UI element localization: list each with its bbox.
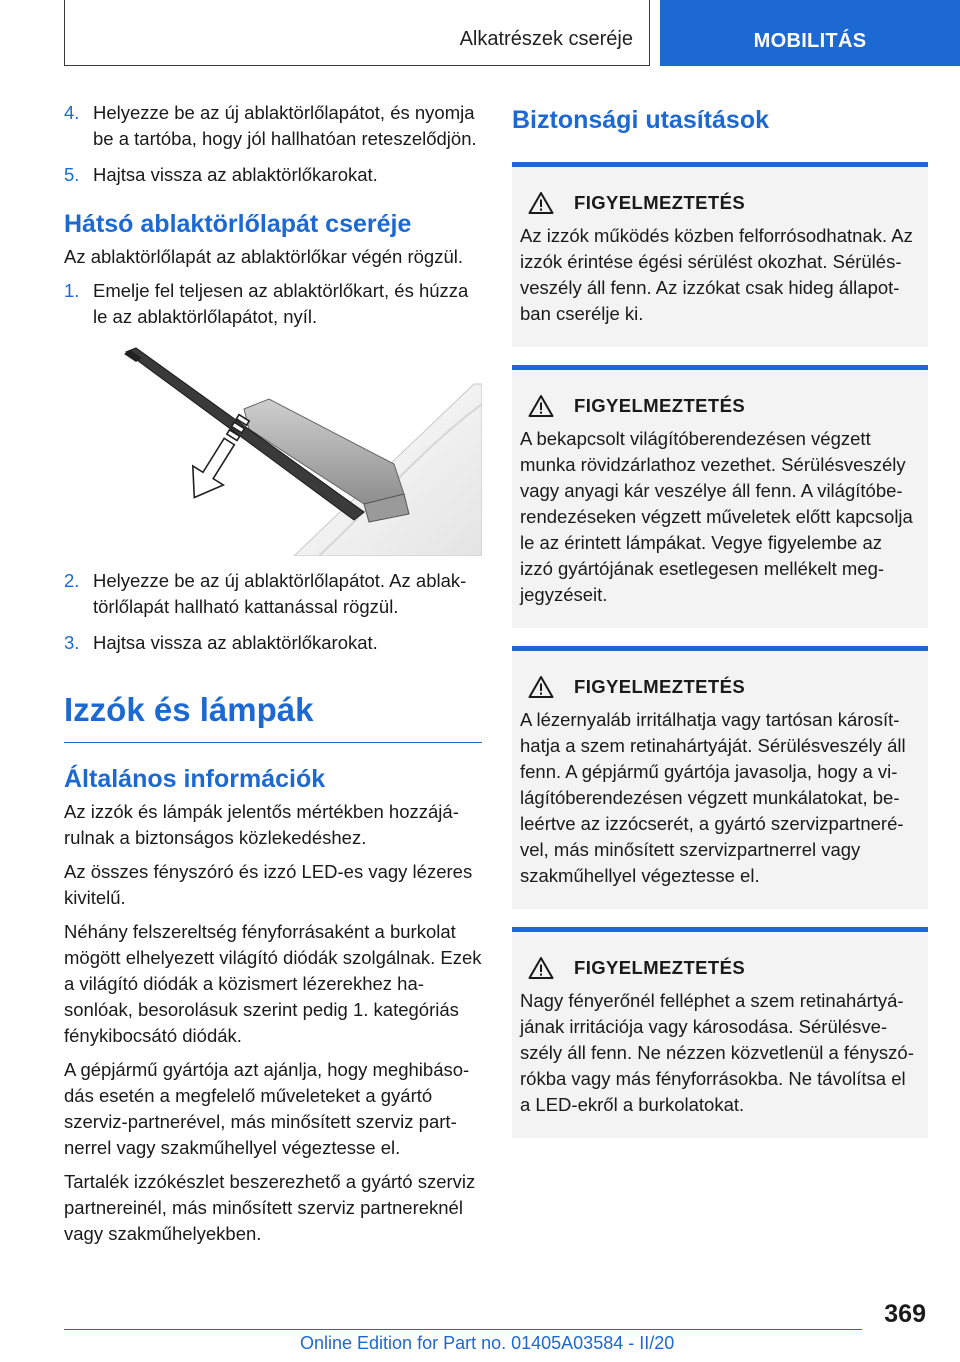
left-column bbox=[64, 100, 482, 1255]
warning-box bbox=[512, 646, 928, 909]
page-number: 369 bbox=[884, 1300, 926, 1328]
paragraph: Az összes fényszóró és izzó LED-es vagy lézeres kivitelű. bbox=[64, 861, 473, 908]
step-text: Hajtsa vissza az ablaktörlőkarokat. bbox=[93, 164, 378, 185]
safety-heading: Biztonsági utasítások bbox=[512, 106, 769, 134]
step-number: 2. bbox=[64, 570, 80, 591]
footer-edition: Online Edition for Part no. 01405A03584 - II/20 bbox=[300, 1333, 675, 1353]
warning-box bbox=[512, 927, 928, 1138]
warning-triangle-icon bbox=[528, 675, 554, 699]
paragraph: Néhány felszereltség fényforrásaként a burkolat mögött elhelyezett világító diódák szolgálnak. Ezek a világító diódák a közismert lézerekhez hasonlóak, besorolásuk szerint pedig 1. kategóriás fénykibocsátó diódák. bbox=[64, 921, 482, 1046]
header-frame bbox=[64, 0, 650, 66]
warning-header bbox=[528, 191, 920, 215]
chapter-tab-label: MOBILITÁS bbox=[753, 29, 867, 52]
warning-text: A lézernyaláb irritálhatja vagy tartósan károsíthatja a szem retinahártyáját. Sérülésveszély áll fenn. A gépjármű gyártója javasolja, hogy a világítóberendezésen végzett munkálatokat, beleértve az izzócserét, a gyártó szervizpartnerével, más minősített szervizpartnerrel vagy szakműhellyel végeztesse el. bbox=[520, 709, 906, 886]
paragraph: Az izzók és lámpák jelentős mértékben hozzájárulnak a biztonságos közlekedéshez. bbox=[64, 801, 459, 848]
warning-title: FIGYELMEZTETÉS bbox=[574, 957, 746, 978]
warning-triangle-icon bbox=[528, 394, 554, 418]
step-text: Emelje fel teljesen az ablaktörlőkart, és húzza le az ablaktörlőlapátot, nyíl. bbox=[93, 280, 469, 327]
chapter-tab-mobility[interactable] bbox=[660, 0, 960, 66]
chapter-heading: Izzók és lámpák bbox=[64, 690, 482, 743]
warning-text: Az izzók működés közben felforrósodhatnak. Az izzók érintése égési sérülést okozhat. Sérülésveszély áll fenn. Az izzókat csak hideg állapotban cserélje ki. bbox=[520, 225, 913, 324]
paragraph: Tartalék izzókészlet beszerezhető a gyártó szerviz partnereinél, más minősített szerviz partnereknél vagy szakműhelyekben. bbox=[64, 1171, 476, 1244]
warning-text: A bekapcsolt világítóberendezésen végzett munka rövidzárlathoz vezethet. Sérülésveszély vagy anyagi kár veszélye áll fenn. A világítóberendezéseken végzett műveletek előtt kapcsolja le az érintett lámpákat. Vegye figyelembe az izzó gyártójának esetlegesen mellékelt megjegyzéseit. bbox=[520, 428, 913, 605]
footer-divider bbox=[64, 1329, 862, 1330]
step-number: 3. bbox=[64, 632, 80, 653]
step-item bbox=[64, 278, 482, 330]
warning-box bbox=[512, 365, 928, 628]
general-info-heading: Általános információk bbox=[64, 765, 326, 793]
paragraph: A gépjármű gyártója azt ajánlja, hogy meghibásodás esetén a megfelelő műveleteket a gyártó szerviz-partnerével, más minősített szerviz partnerrel vagy szakműhellyel végeztesse el. bbox=[64, 1059, 470, 1158]
warning-triangle-icon bbox=[528, 956, 554, 980]
right-column bbox=[512, 100, 928, 1138]
wiper-illustration bbox=[64, 344, 482, 556]
step-number: 1. bbox=[64, 280, 80, 301]
warning-title: FIGYELMEZTETÉS bbox=[574, 676, 746, 697]
step-list-top bbox=[64, 100, 482, 188]
step-number: 5. bbox=[64, 164, 80, 185]
warning-header bbox=[528, 675, 920, 699]
step-text: Hajtsa vissza az ablaktörlőkarokat. bbox=[93, 632, 378, 653]
warning-text: Nagy fényerőnél felléphet a szem retinahártyájának irritációja vagy károsodása. Sérülésveszély áll fenn. Ne nézzen közvetlenül a fényszórókba vagy más fényforrásokba. Ne távolítsa el a LED-ekről a burkolatokat. bbox=[520, 990, 914, 1115]
step-item bbox=[64, 630, 482, 656]
section-title: Alkatrészek cseréje bbox=[459, 28, 633, 50]
warning-box bbox=[512, 162, 928, 347]
warning-triangle-icon bbox=[528, 191, 554, 215]
warning-header bbox=[528, 956, 920, 980]
step-text: Helyezze be az új ablaktörlőlapátot, és nyomja be a tartóba, hogy jól hallhatóan reteszelődjön. bbox=[93, 102, 477, 149]
step-item bbox=[64, 162, 482, 188]
step-item bbox=[64, 100, 482, 152]
step-text: Helyezze be az új ablaktörlőlapátot. Az ablaktörlőlapát hallható kattanással rögzül. bbox=[93, 570, 467, 617]
step-number: 4. bbox=[64, 102, 80, 123]
warning-title: FIGYELMEZTETÉS bbox=[574, 192, 746, 213]
rear-wiper-heading: Hátsó ablaktörlőlapát cseréje bbox=[64, 210, 412, 238]
warning-title: FIGYELMEZTETÉS bbox=[574, 395, 746, 416]
step-item bbox=[64, 568, 482, 620]
warning-header bbox=[528, 394, 920, 418]
rear-wiper-intro: Az ablaktörlőlapát az ablaktörlőkar végén rögzül. bbox=[64, 246, 464, 267]
